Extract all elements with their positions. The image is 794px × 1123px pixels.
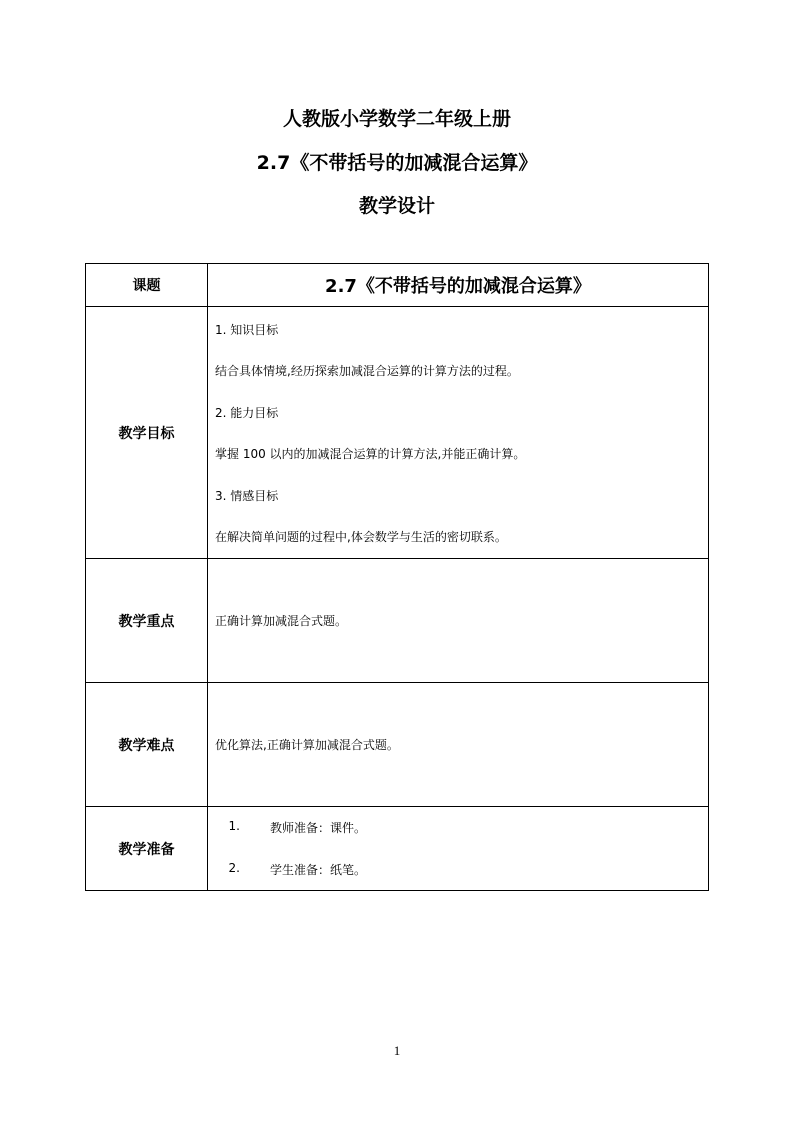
objective-line: 掌握 100 以内的加减混合运算的计算方法,并能正确计算。 bbox=[215, 447, 526, 462]
lesson-plan-table bbox=[85, 263, 709, 891]
key-points-value: 正确计算加减混合式题。 bbox=[215, 614, 348, 628]
list-number: 2. bbox=[228, 861, 240, 875]
table-row bbox=[86, 264, 709, 307]
objective-line: 在解决简单问题的过程中,体会数学与生活的密切联系。 bbox=[215, 530, 507, 545]
page-number: 1 bbox=[393, 1043, 401, 1058]
objectives-cell bbox=[208, 307, 709, 559]
preparation-cell bbox=[208, 807, 709, 891]
table-row bbox=[86, 559, 709, 683]
key-points-label: 教学重点 bbox=[86, 559, 208, 683]
list-item bbox=[208, 819, 708, 836]
list-number: 1. bbox=[228, 819, 240, 833]
difficulty-cell bbox=[208, 683, 709, 807]
list-text: 教师准备：课件。 bbox=[270, 821, 367, 835]
table-row bbox=[86, 807, 709, 891]
objective-line: 结合具体情境,经历探索加减混合运算的计算方法的过程。 bbox=[215, 364, 519, 379]
difficulty-label: 教学难点 bbox=[86, 683, 208, 807]
table-row bbox=[86, 683, 709, 807]
list-item bbox=[208, 861, 708, 878]
document-subtitle: 教学设计 bbox=[358, 195, 435, 217]
table-row bbox=[86, 307, 709, 559]
objective-line: 1. 知识目标 bbox=[215, 322, 279, 337]
preparation-label: 教学准备 bbox=[86, 807, 208, 891]
topic-label: 课题 bbox=[86, 264, 208, 307]
topic-value: 2.7《不带括号的加减混合运算》 bbox=[208, 264, 709, 307]
objectives-label: 教学目标 bbox=[86, 307, 208, 559]
objective-line: 2. 能力目标 bbox=[215, 405, 279, 420]
list-text: 学生准备：纸笔。 bbox=[270, 863, 367, 877]
document-title: 人教版小学数学二年级上册 bbox=[282, 108, 511, 130]
lesson-title: 2.7《不带括号的加减混合运算》 bbox=[256, 152, 538, 174]
objective-line: 3. 情感目标 bbox=[215, 488, 279, 503]
key-points-cell bbox=[208, 559, 709, 683]
difficulty-value: 优化算法,正确计算加减混合式题。 bbox=[215, 738, 399, 752]
